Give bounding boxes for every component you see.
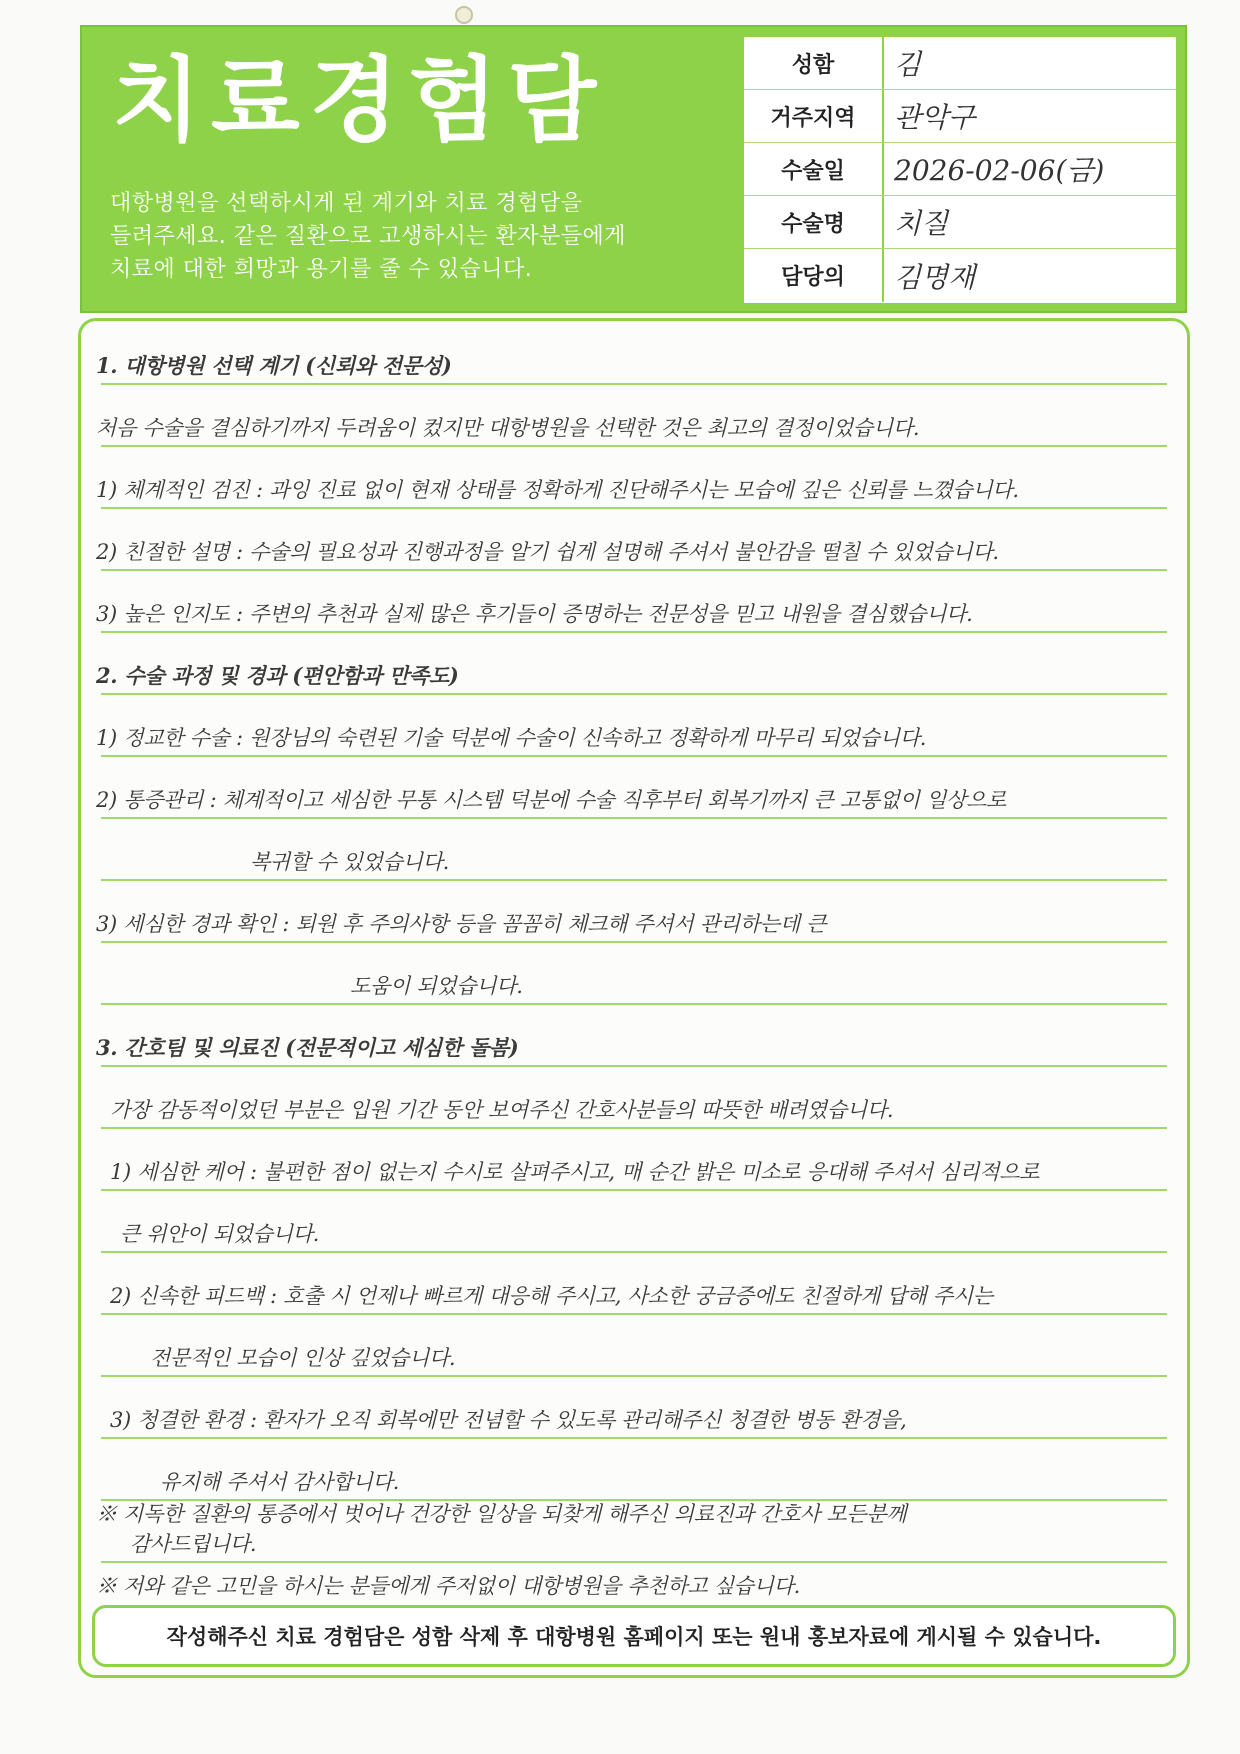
handwritten-line: 3. 간호팀 및 의료진 (전문적이고 세심한 돌봄) bbox=[96, 1035, 519, 1060]
handwritten-line: 유지해 주셔서 감사합니다. bbox=[160, 1470, 399, 1494]
info-label: 거주지역 bbox=[744, 90, 884, 142]
handwritten-line: 전문적인 모습이 인상 깊었습니다. bbox=[150, 1346, 456, 1370]
info-label: 수술일 bbox=[744, 143, 884, 195]
ruled-line bbox=[101, 1375, 1167, 1377]
info-value-doctor[interactable]: 김명재 bbox=[894, 260, 976, 294]
handwritten-line: 큰 위안이 되었습니다. bbox=[120, 1222, 319, 1246]
patient-info-table bbox=[742, 35, 1178, 305]
info-value-surgery-name[interactable]: 치질 bbox=[894, 207, 949, 240]
ruled-line bbox=[101, 1003, 1167, 1005]
ruled-line bbox=[101, 1313, 1167, 1315]
intro-line: 들려주세요. 같은 질환으로 고생하시는 환자분들에게 bbox=[110, 224, 627, 249]
ruled-line bbox=[101, 1437, 1167, 1439]
info-label: 성함 bbox=[744, 37, 884, 89]
ruled-line bbox=[101, 445, 1167, 447]
info-row-region bbox=[744, 90, 1176, 143]
info-value-surgery-date[interactable]: 2026-02-06(금) bbox=[894, 154, 1105, 187]
info-row-surgery-name bbox=[744, 196, 1176, 249]
ruled-line bbox=[101, 1251, 1167, 1253]
info-value-name[interactable]: 김 bbox=[894, 48, 922, 81]
ruled-line bbox=[101, 941, 1167, 943]
handwritten-line: 2) 친절한 설명 : 수술의 필요성과 진행과정을 알기 쉽게 설명해 주셔서 불안감을 떨칠 수 있었습니다. bbox=[96, 540, 999, 564]
publication-notice: 작성해주신 치료 경험담은 성함 삭제 후 대항병원 홈페이지 또는 원내 홍보자료에 게시될 수 있습니다. bbox=[92, 1605, 1176, 1667]
ruled-line bbox=[101, 693, 1167, 695]
info-value-region[interactable]: 관악구 bbox=[894, 101, 976, 134]
header-banner bbox=[80, 25, 1187, 313]
ruled-line bbox=[101, 1065, 1167, 1067]
handwritten-line: 복귀할 수 있었습니다. bbox=[250, 850, 449, 874]
handwritten-line: 2) 신속한 피드백 : 호출 시 언제나 빠르게 대응해 주시고, 사소한 궁금증에도 친절하게 답해 주시는 bbox=[110, 1284, 993, 1308]
handwritten-line: 1. 대항병원 선택 계기 (신뢰와 전문성) bbox=[96, 353, 452, 378]
handwritten-line: 3) 세심한 경과 확인 : 퇴원 후 주의사항 등을 꼼꼼히 체크해 주셔서 관리하는데 큰 bbox=[96, 912, 827, 936]
info-label: 담당의 bbox=[744, 249, 884, 302]
ruled-line bbox=[101, 817, 1167, 819]
ruled-line bbox=[101, 1561, 1167, 1563]
ruled-line bbox=[101, 507, 1167, 509]
handwritten-line: 가장 감동적이었던 부분은 입원 기간 동안 보여주신 간호사분들의 따뜻한 배려였습니다. bbox=[110, 1098, 894, 1122]
handwritten-line: ※ 저와 같은 고민을 하시는 분들에게 주저없이 대항병원을 추천하고 싶습니다. bbox=[96, 1574, 801, 1598]
info-row-surgery-date bbox=[744, 143, 1176, 196]
handwritten-line: 감사드립니다. bbox=[130, 1532, 257, 1556]
handwritten-line: 3) 높은 인지도 : 주변의 추천과 실제 많은 후기들이 증명하는 전문성을 믿고 내원을 결심했습니다. bbox=[96, 602, 973, 626]
ruled-line bbox=[101, 383, 1167, 385]
ruled-line bbox=[101, 1189, 1167, 1191]
ruled-line bbox=[101, 631, 1167, 633]
info-row-name bbox=[744, 37, 1176, 90]
handwritten-line: 1) 체계적인 검진 : 과잉 진료 없이 현재 상태를 정확하게 진단해주시는 모습에 깊은 신뢰를 느꼈습니다. bbox=[96, 478, 1019, 502]
ruled-line bbox=[101, 569, 1167, 571]
handwritten-line: 2. 수술 과정 및 경과 (편안함과 만족도) bbox=[96, 663, 459, 688]
intro-text bbox=[110, 187, 750, 286]
intro-line: 치료에 대한 희망과 용기를 줄 수 있습니다. bbox=[110, 257, 533, 282]
handwritten-line: 2) 통증관리 : 체계적이고 세심한 무통 시스템 덕분에 수술 직후부터 회복기까지 큰 고통없이 일상으로 bbox=[96, 788, 1007, 812]
page-title: 치료경험담 bbox=[112, 47, 607, 154]
ruled-line bbox=[101, 879, 1167, 881]
handwritten-line: ※ 지독한 질환의 통증에서 벗어나 건강한 일상을 되찾게 해주신 의료진과 간호사 모든분께 bbox=[96, 1502, 907, 1526]
intro-line: 대항병원을 선택하시게 된 계기와 치료 경험담을 bbox=[110, 191, 583, 216]
handwritten-line: 3) 청결한 환경 : 환자가 오직 회복에만 전념할 수 있도록 관리해주신 청결한 병동 환경을, bbox=[110, 1408, 907, 1432]
handwritten-line: 1) 세심한 케어 : 불편한 점이 없는지 수시로 살펴주시고, 매 순간 밝은 미소로 응대해 주셔서 심리적으로 bbox=[110, 1160, 1040, 1184]
handwritten-line: 도움이 되었습니다. bbox=[350, 974, 523, 998]
info-label: 수술명 bbox=[744, 196, 884, 248]
ruled-line bbox=[101, 1127, 1167, 1129]
punch-hole bbox=[455, 6, 473, 24]
handwritten-line: 1) 정교한 수술 : 원장님의 숙련된 기술 덕분에 수술이 신속하고 정확하게 마무리 되었습니다. bbox=[96, 726, 927, 750]
info-row-doctor bbox=[744, 249, 1176, 302]
handwritten-line: 처음 수술을 결심하기까지 두려움이 컸지만 대항병원을 선택한 것은 최고의 결정이었습니다. bbox=[96, 416, 920, 440]
ruled-line bbox=[101, 755, 1167, 757]
